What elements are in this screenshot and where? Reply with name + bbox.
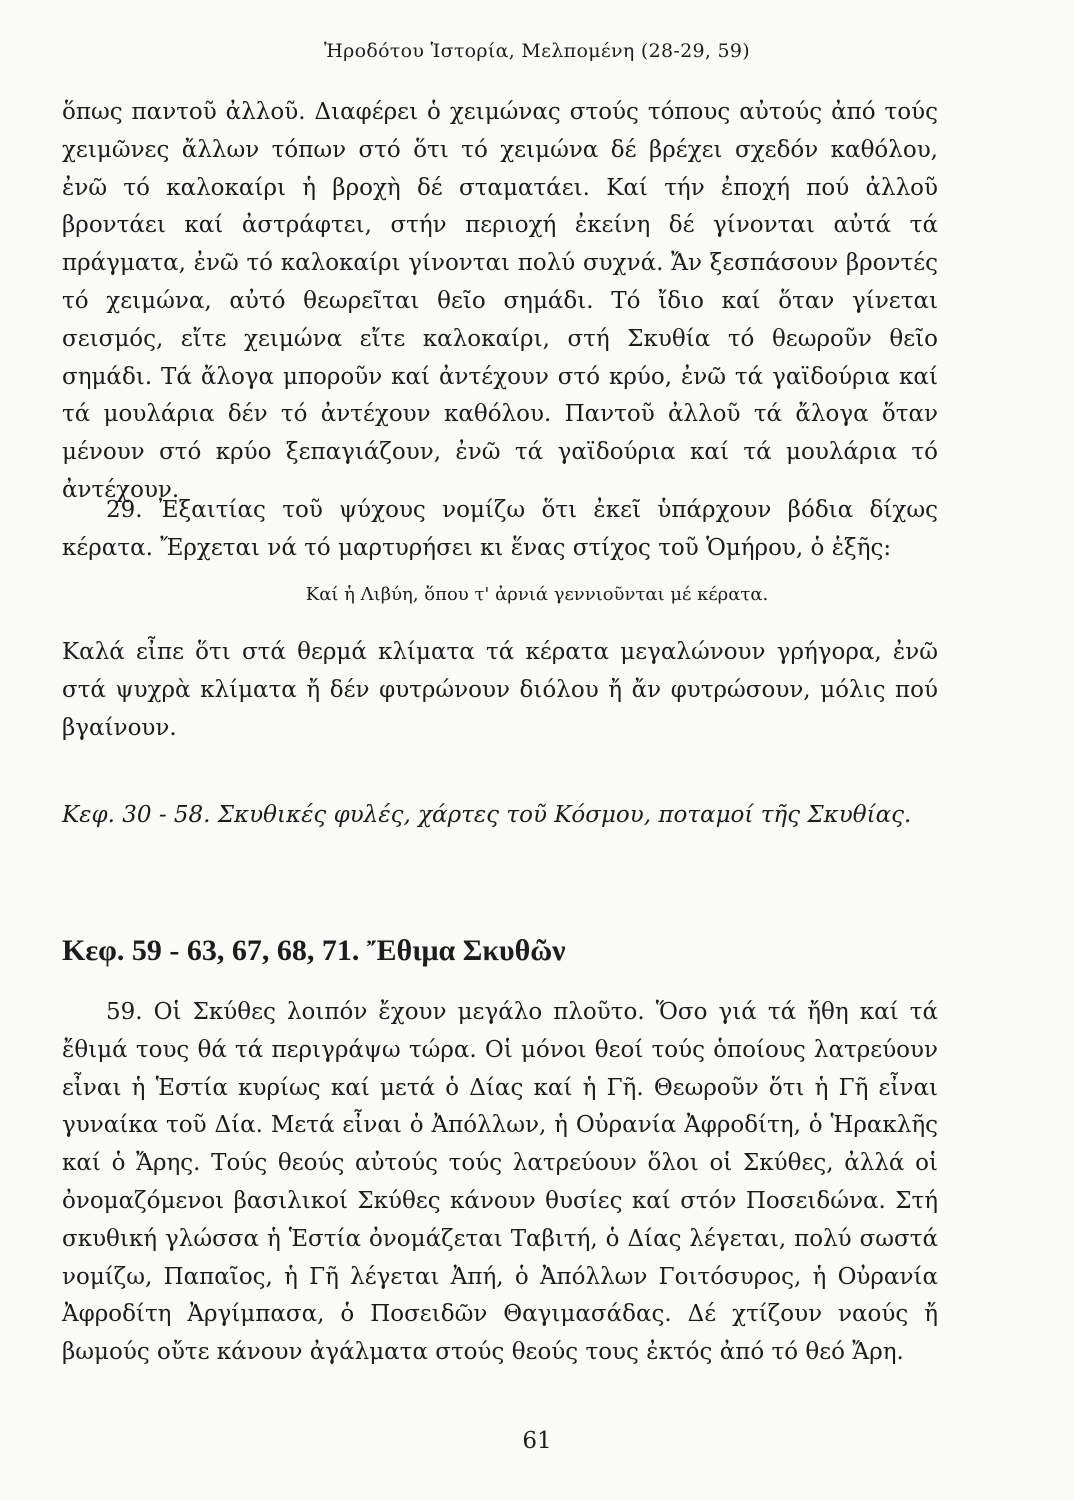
homer-verse-quote: Καί ἡ Λιβύη, ὅπου τ' ἀρνιά γεννιοῦνται μέ κέρατα. bbox=[305, 584, 769, 605]
running-head: Ἡροδότου Ἱστορία, Μελπομένη (28-29, 59) bbox=[323, 40, 751, 62]
paragraph-29-continued: Καλά εἶπε ὅτι στά θερμά κλίματα τά κέρατα μεγαλώνουν γρήγορα, ἐνῶ στά ψυχρὰ κλίματα ἤ δέν φυτρώνουν διόλου ἤ ἄν φυτρώσουν, μόλις πού βγαίνουν. bbox=[62, 639, 938, 741]
chapter-note: Κεφ. 30 - 58. Σκυθικές φυλές, χάρτες τοῦ Κόσμου, ποταμοί τῆς Σκυθίας. bbox=[62, 802, 912, 828]
page-number: 61 bbox=[522, 1428, 552, 1454]
paragraph-continuation: ὅπως παντοῦ ἀλλοῦ. Διαφέρει ὁ χειμώνας στούς τόπους αὐτούς ἀπό τούς χειμῶνες ἄλλων τόπων στό ὅτι τό χειμώνα δέ βρέχει σχεδόν καθόλου, ἐνῶ τό καλοκαίρι ἡ βροχὴ δέ σταματάει. Καί τήν ἐποχή πού ἀλλοῦ βροντάει καί ἀστράφτει, στήν περιοχή ἐκείνη δέ γίνονται αὐτά τά πράγματα, ἐνῶ τό καλοκαίρι γίνονται πολύ συχνά. Ἄν ξεσπάσουν βροντές τό χειμώνα, αὐτό θεωρεῖται θεῖο σημάδι. Τό ἴδιο καί ὅταν γίνεται σεισμός, εἴτε χειμώνα εἴτε καλοκαίρι, στή Σκυθία τό θεωροῦν θεῖο σημάδι. Τά ἄλογα μποροῦν καί ἀντέχουν στό κρύο, ἐνῶ τά γαϊδούρια καί τά μουλάρια δέν τό ἀντέχουν καθόλου. Παντοῦ ἀλλοῦ τά ἄλογα ὅταν μένουν στό κρύο ξεπαγιάζουν, ἐνῶ τά γαϊδούρια καί τά μουλάρια τό ἀντέχουν. bbox=[62, 99, 938, 503]
paragraph-59: 59. Οἱ Σκύθες λοιπόν ἔχουν μεγάλο πλοῦτο. Ὅσο γιά τά ἤθη καί τά ἔθιμά τους θά τά περιγράψω τώρα. Οἱ μόνοι θεοί τούς ὁποίους λατρεύουν εἶναι ἡ Ἑστία κυρίως καί μετά ὁ Δίας καί ἡ Γῆ. Θεωροῦν ὅτι ἡ Γῆ εἶναι γυναίκα τοῦ Δία. Μετά εἶναι ὁ Ἀπόλλων, ἡ Οὐρανία Ἀφροδίτη, ὁ Ἡρακλῆς καί ὁ Ἄρης. Τούς θεούς αὐτούς τούς λατρεύουν ὅλοι οἱ Σκύθες, ἀλλά οἱ ὀνομαζόμενοι βασιλικοί Σκύθες κάνουν θυσίες καί στόν Ποσειδώνα. Στή σκυθική γλώσσα ἡ Ἑστία ὀνομάζεται Ταβιτή, ὁ Δίας λέγεται, πολύ σωστά νομίζω, Παπαῖος, ἡ Γῆ λέγεται Ἀπή, ὁ Ἀπόλλων Γοιτόσυρος, ἡ Οὐρανία Ἀφροδίτη Ἀργίμπασα, ὁ Ποσειδῶν Θαγιμασάδας. Δέ χτίζουν ναούς ἤ βωμούς οὔτε κάνουν ἀγάλματα στούς θεούς τους ἐκτός ἀπό τό θεό Ἄρη. bbox=[62, 999, 938, 1366]
section-heading: Κεφ. 59 - 63, 67, 68, 71. Ἔθιμα Σκυθῶν bbox=[62, 934, 566, 967]
paragraph-29: 29. Ἐξαιτίας τοῦ ψύχους νομίζω ὅτι ἐκεῖ ὑπάρχουν βόδια δίχως κέρατα. Ἔρχεται νά τό μαρτυρήσει κι ἕνας στίχος τοῦ Ὁμήρου, ὁ ἑξῆς: bbox=[62, 497, 938, 561]
